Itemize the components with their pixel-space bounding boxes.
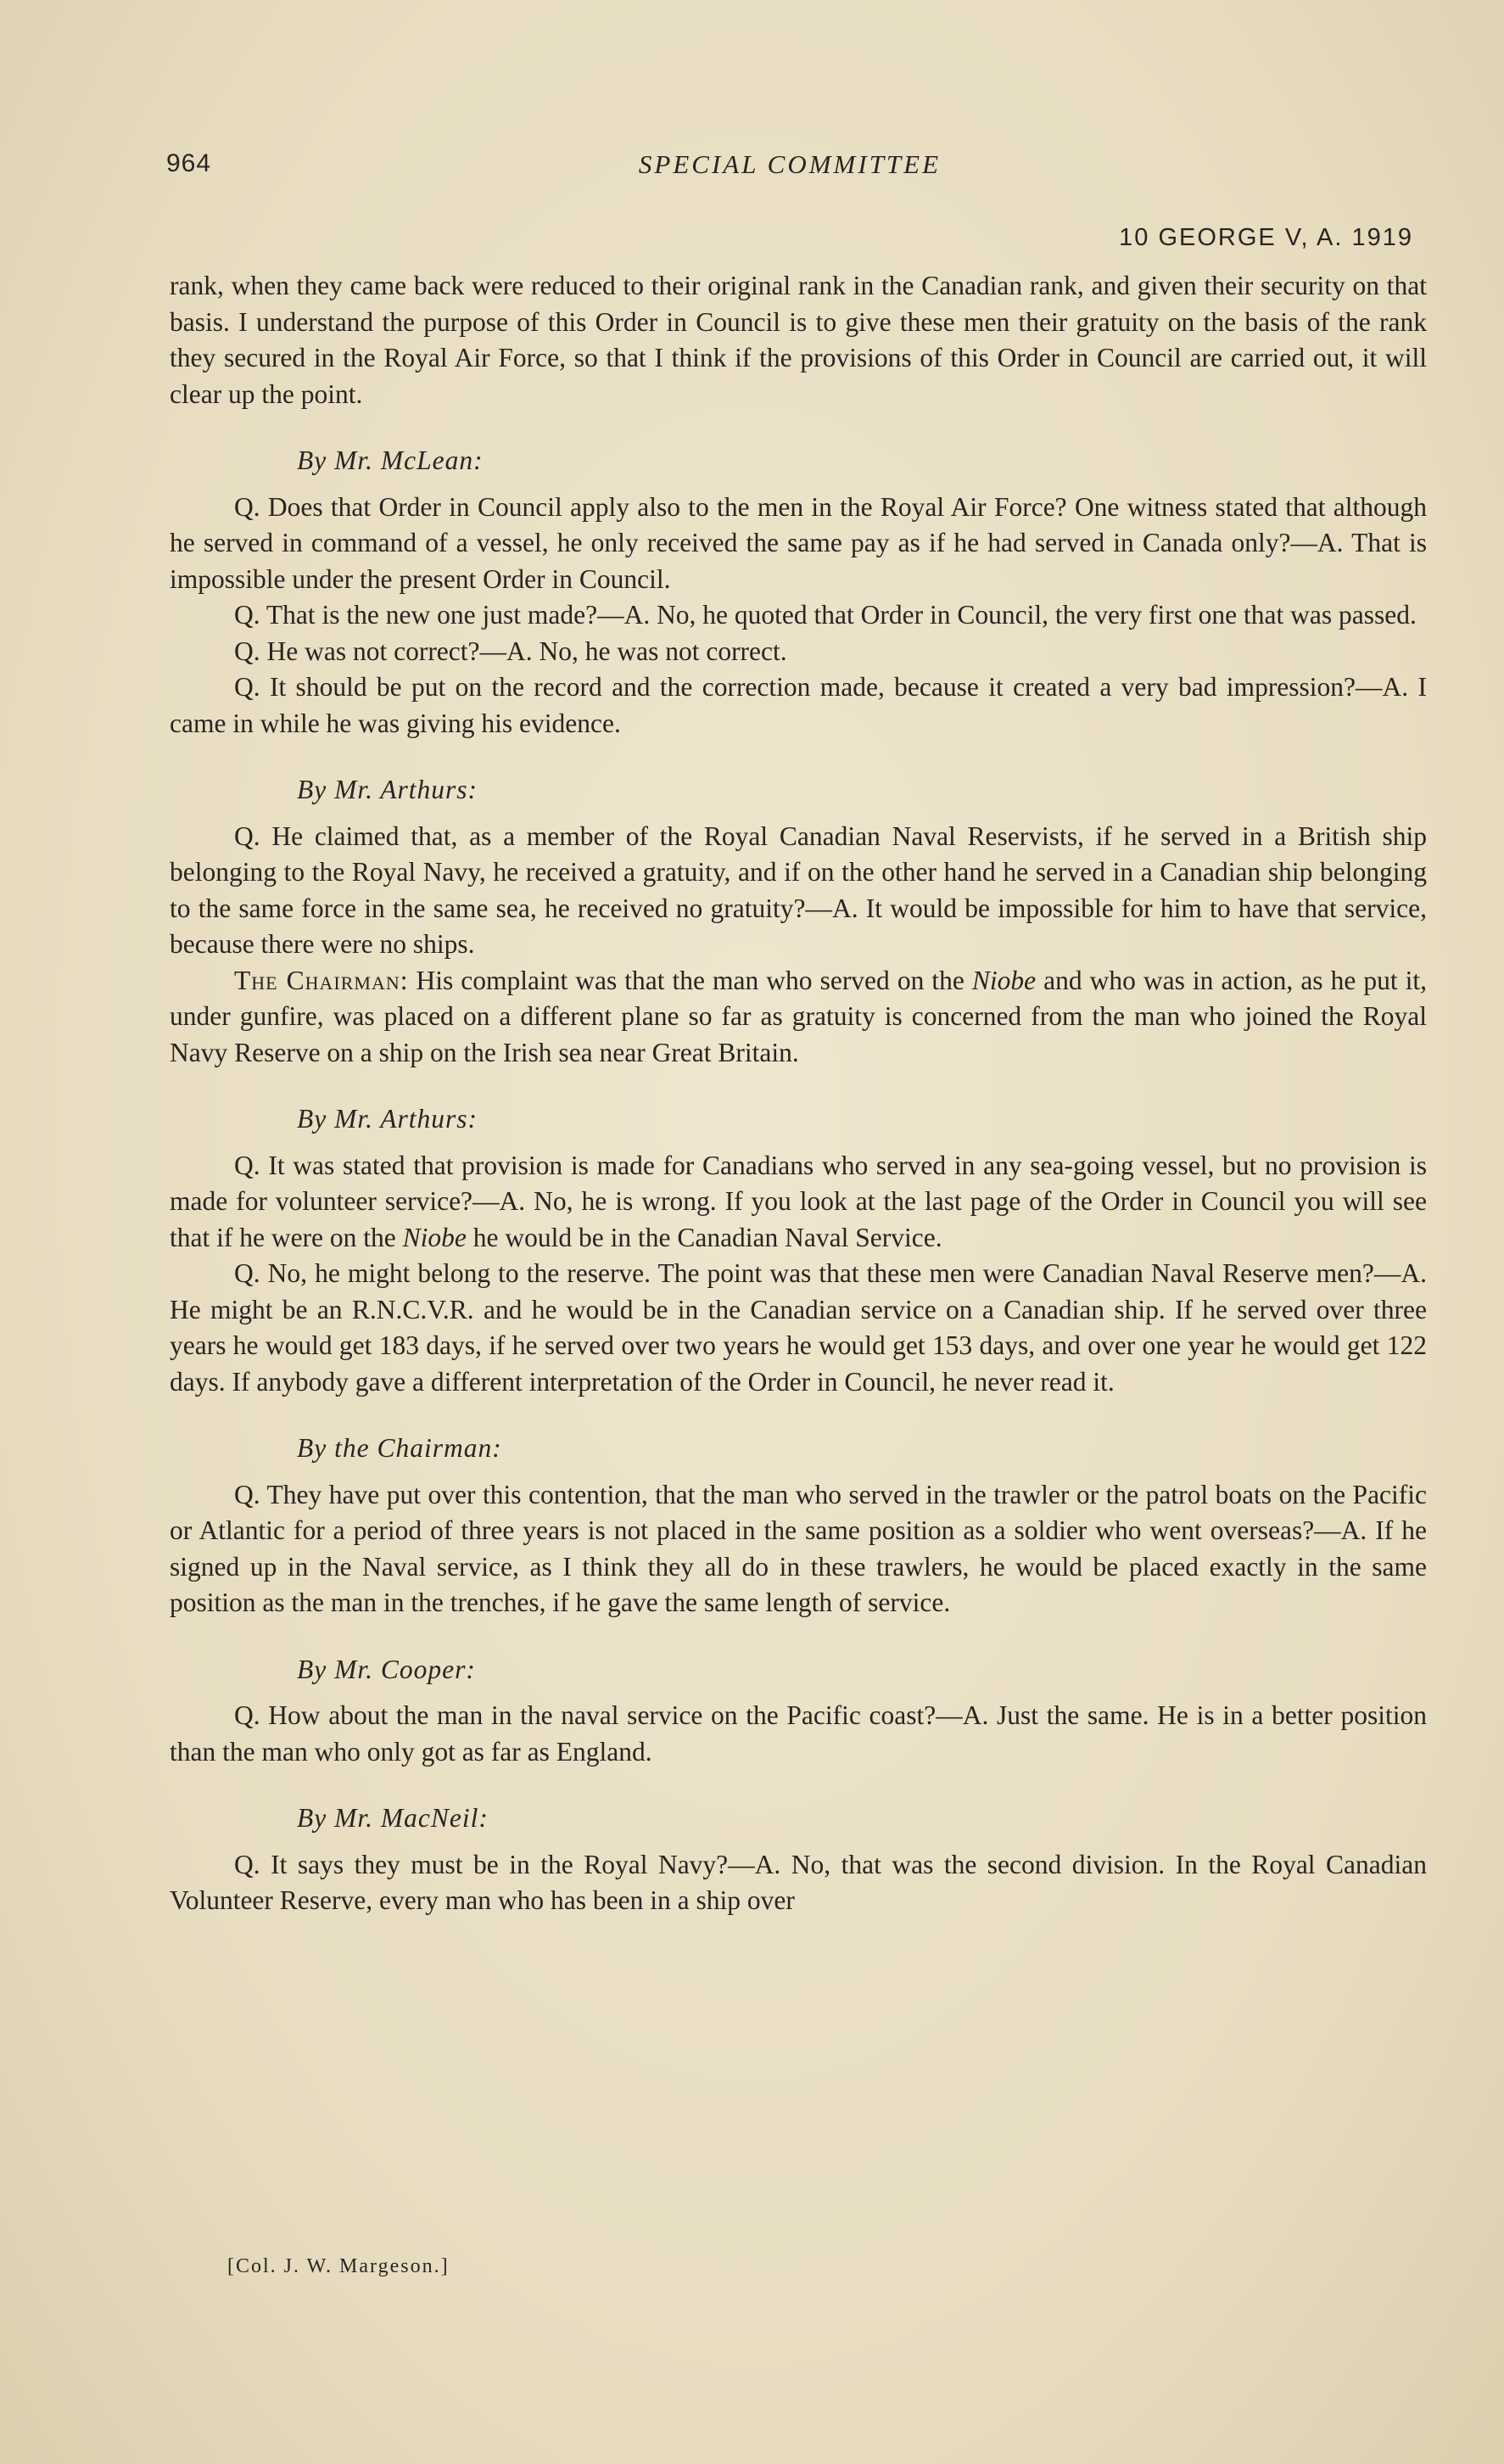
ship-name: Niobe <box>971 965 1037 995</box>
question-paragraph: Q. How about the man in the naval service on the Pacific coast?—A. Just the same. He is in a better position than the man who only got as far as England. <box>170 1700 1427 1767</box>
question-paragraph: Q. That is the new one just made?—A. No, he quoted that Order in Council, the very first one that was passed. <box>234 600 1417 630</box>
speaker-heading: By Mr. Arthurs: <box>297 1104 478 1134</box>
speaker-heading: By Mr. MacNeil: <box>297 1803 489 1833</box>
running-title: SPECIAL COMMITTEE <box>638 149 942 179</box>
paragraph: rank, when they came back were reduced to their original rank in the Canadian rank, and given their security on that basis. I understand the purpose of this Order in Council is to give these men their gratuity on the basis of the rank they secured in the Royal Air Force, so that I think if the provisions of this Order in Council are carried out, it will clear up the point. <box>170 271 1427 409</box>
question-paragraph: Q. It should be put on the record and the correction made, because it created a very bad impression?—A. I came in while he was giving his evidence. <box>170 672 1427 738</box>
page-number: 964 <box>166 149 212 177</box>
question-paragraph: Q. No, he might belong to the reserve. The point was that these men were Canadian Naval Reserve men?—A. He might be an R.N.C.V.R. and he would be in the Canadian service on a Canadian ship. If he served over three years he would get 183 days, if he served over two years he would get 153 days, and over one year he would get 122 days. If anybody gave a different interpretation of the Order in Council, he never read it. <box>170 1258 1427 1397</box>
speaker-heading: By Mr. Arthurs: <box>297 775 478 804</box>
question-paragraph: Q. He was not correct?—A. No, he was not correct. <box>234 636 787 666</box>
chairman-statement <box>170 963 1427 1072</box>
question-paragraph: Q. Does that Order in Council apply also to the men in the Royal Air Force? One witness stated that although he served in command of a vessel, he only received the same pay as if he had served in Canada only?—A. That is impossible under the present Order in Council. <box>170 491 1427 594</box>
question-paragraph: Q. They have put over this contention, that the man who served in the trawler or the patrol boats on the Pacific or Atlantic for a period of three years is not placed in the same position as a soldier who went overseas?—A. If he signed up in the Naval service, as I think they all do in these trawlers, he would be placed exactly in the same position as the man in the trenches, if he gave the same length of service. <box>170 1479 1427 1617</box>
statement-text: and who was in action, as he put it, under gunfire, was placed on a different plane so far as gratuity is concerned from the man who joined the Royal Navy Reserve on a ship on the Irish sea near Great Britain. <box>170 965 1427 1067</box>
question-text: Q. It was stated that provision is made for Canadians who served in any sea-going vessel, but no provision is made for volunteer service?—A. No, he is wrong. If you look at the last page of the Order in Council you will see that if he were on the <box>170 1150 1427 1252</box>
ship-name: Niobe <box>402 1222 467 1252</box>
statement-text: His complaint was that the man who served on the <box>408 965 972 995</box>
speaker-heading: By Mr. McLean: <box>297 445 484 475</box>
question-paragraph: Q. He claimed that, as a member of the Royal Canadian Naval Reservists, if he served in a British ship belonging to the Royal Navy, he received a gratuity, and if on the other hand he served in a Canadian ship belonging to the same force in the same sea, he received no gratuity?—A. It would be impossible for him to have that service, because there were no ships. <box>170 820 1427 959</box>
question-paragraph <box>170 1148 1427 1257</box>
question-paragraph: Q. It says they must be in the Royal Navy?—A. No, that was the second division. In the Royal Canadian Volunteer Reserve, every man who has been in a ship over <box>170 1849 1427 1915</box>
witness-footer: [Col. J. W. Margeson.] <box>227 2255 450 2277</box>
question-text: he would be in the Canadian Naval Service. <box>466 1222 942 1252</box>
session-line: 10 GEORGE V, A. 1919 <box>1119 224 1413 251</box>
page-header <box>166 149 1413 192</box>
speaker-heading: By Mr. Cooper: <box>297 1654 476 1684</box>
document-body <box>170 268 1427 1919</box>
chairman-label: The Chairman: <box>234 965 409 995</box>
speaker-heading: By the Chairman: <box>297 1433 502 1463</box>
